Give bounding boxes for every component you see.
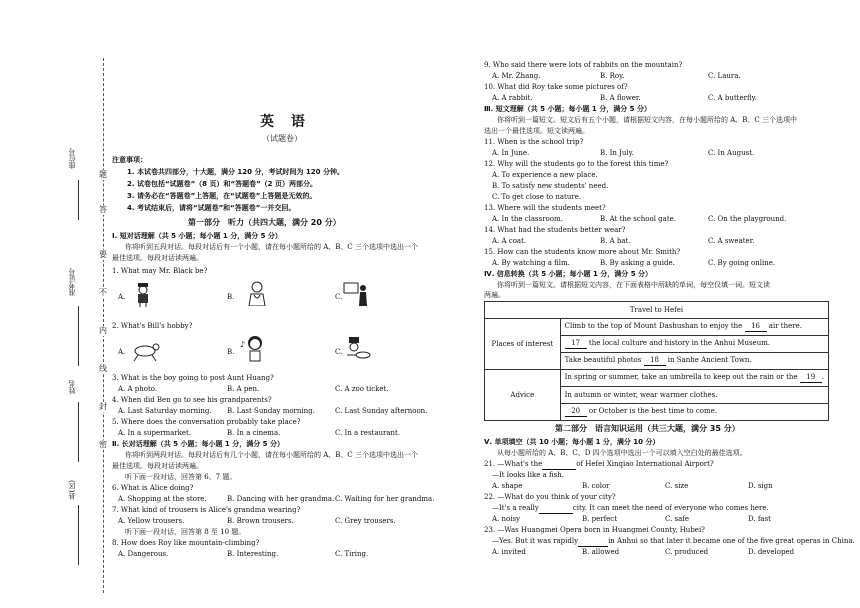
option: B. A pen. bbox=[227, 385, 260, 393]
cell-text: in Sanhe Ancient Town. bbox=[667, 356, 752, 364]
option: A. Last Saturday morning. bbox=[118, 407, 212, 415]
blank-20[interactable]: 20 bbox=[565, 407, 587, 417]
option: A. invited bbox=[492, 548, 526, 556]
option: C. Last Sunday afternoon. bbox=[335, 407, 428, 415]
seal-word: 内 bbox=[99, 326, 107, 335]
question-6: 6. What is Alice doing? bbox=[112, 484, 194, 492]
notice-item: 2. 试卷包括“试题卷”（8 页）和“答题卷”（2 页）两部分。 bbox=[127, 180, 317, 188]
table-title: Travel to Hefei bbox=[485, 302, 829, 319]
blank-19[interactable]: 19 bbox=[800, 373, 822, 383]
sec4-intro: 两遍。 bbox=[484, 291, 505, 299]
table-cell bbox=[560, 336, 828, 353]
name-field: 姓名 bbox=[68, 380, 76, 394]
sec1-intro: 最佳选项。每段对话读两遍。 bbox=[112, 254, 203, 262]
option: A. A photo. bbox=[118, 385, 158, 393]
pic-option-label: A. bbox=[118, 348, 126, 356]
listening-note: 听下面一段对话，回答第 6、7 题。 bbox=[125, 473, 237, 481]
question-2: 2. What's Bill's hobby? bbox=[112, 322, 193, 330]
option: D. fast bbox=[748, 515, 771, 523]
option: B. Brown trousers. bbox=[227, 517, 294, 525]
seal-word: 线 bbox=[99, 364, 107, 373]
option: C. On the playground. bbox=[708, 215, 787, 223]
teacher-icon bbox=[343, 280, 369, 306]
seal-word: 答 bbox=[99, 205, 107, 214]
svg-text:♪: ♪ bbox=[240, 340, 246, 349]
question-14: 14. What had the students better wear? bbox=[484, 226, 626, 234]
pic-option-label: B. bbox=[227, 293, 235, 301]
option: C. To get close to nature. bbox=[492, 193, 582, 201]
sec2-heading: Ⅱ. 长对话理解（共 5 小题；每小题 1 分，满分 5 分） bbox=[112, 440, 284, 448]
option: C. size bbox=[665, 482, 689, 490]
question-7: 7. What kind of trousers is Alice's grandma wearing? bbox=[112, 506, 301, 514]
option: C. Grey trousers. bbox=[335, 517, 396, 525]
dialog-line bbox=[492, 504, 769, 514]
option: C. Laura. bbox=[708, 72, 741, 80]
notice-item: 4. 考试结束后，请将“试题卷”和“答题卷”一并交回。 bbox=[127, 204, 296, 212]
dialog-line bbox=[492, 537, 855, 547]
sec3-intro: 选出一个最佳选项。短文读两遍。 bbox=[484, 127, 589, 135]
sec3-heading: Ⅲ. 短文理解（共 5 小题；每小题 1 分，满分 5 分） bbox=[484, 105, 651, 113]
q-text: city. It can meet the need of everyone who comes here. bbox=[572, 504, 769, 512]
dialog-line: —It looks like a fish. bbox=[492, 471, 565, 479]
row-label: Places of interest bbox=[485, 319, 561, 370]
blank-18[interactable]: 18 bbox=[644, 356, 666, 366]
cell-text: or October is the best time to come. bbox=[588, 407, 718, 415]
option: A. In June. bbox=[492, 149, 530, 157]
question-11: 11. When is the school trip? bbox=[484, 138, 584, 146]
cell-text: Climb to the top of Mount Dashushan to enjoy the bbox=[564, 322, 743, 330]
question-22: 22. —What do you think of your city? bbox=[484, 493, 616, 501]
q-text: 21. —What's the bbox=[484, 460, 543, 468]
sec4-heading: Ⅳ. 信息转换（共 5 小题；每小题 1 分，满分 5 分） bbox=[484, 270, 653, 278]
question-10: 10. What did Roy take some pictures of? bbox=[484, 83, 628, 91]
question-13: 13. Where will the students meet? bbox=[484, 204, 606, 212]
sec2-intro: 最佳选项。每段对话读两遍。 bbox=[112, 462, 203, 470]
table-cell bbox=[560, 353, 828, 370]
police-officer-icon bbox=[130, 281, 156, 307]
option: B. perfect bbox=[582, 515, 618, 523]
option: D. developed bbox=[748, 548, 795, 556]
answer-blank[interactable] bbox=[578, 537, 608, 547]
cell-text: air there. bbox=[768, 322, 802, 330]
option: A. A rabbit. bbox=[492, 94, 533, 102]
seal-word: 封 bbox=[99, 402, 107, 411]
option: B. At the school gate. bbox=[600, 215, 677, 223]
option: B. Interesting. bbox=[227, 550, 279, 558]
question-1: 1. What may Mr. Black be? bbox=[112, 267, 208, 275]
option: C. In August. bbox=[708, 149, 755, 157]
sec2-intro: 你将听到两段对话。每段对话后有几个小题，请在每小题所给的 A、B、C 三个选项中选出一个 bbox=[125, 451, 419, 459]
option: A. In the classroom. bbox=[492, 215, 563, 223]
question-12: 12. Why will the students go to the forest this time? bbox=[484, 160, 669, 168]
option: A. Dangerous. bbox=[118, 550, 169, 558]
sec3-intro: 你将听到一篇短文。短文后有五个小题，请根据短文内容，在每小题所给的 A、B、C 三个选项中 bbox=[497, 116, 798, 124]
option: A. Mr. Zhang. bbox=[492, 72, 541, 80]
q-text: —Yes. But it was rapidly bbox=[492, 537, 579, 545]
listening-note: 听下面一段对话，回答第 8 至 10 题。 bbox=[125, 528, 246, 536]
question-9: 9. Who said there were lots of rabbits on the mountain? bbox=[484, 61, 683, 69]
question-4: 4. When did Ben go to see his grandparents? bbox=[112, 396, 272, 404]
table-cell: In autumn or winter, wear warmer clothes. bbox=[560, 387, 828, 404]
table-cell bbox=[560, 319, 828, 336]
option: C. safe bbox=[665, 515, 690, 523]
pic-option-label: B. bbox=[227, 348, 235, 356]
sec1-intro: 你将听到五段对话。每段对话后有一个小题，请在每小题所给的 A、B、C 三个选项中选出一个 bbox=[125, 243, 419, 251]
notice-heading: 注意事项： bbox=[112, 156, 147, 164]
question-15: 15. How can the students know more about Mr. Smith? bbox=[484, 248, 681, 256]
option: C. Tiring. bbox=[335, 550, 369, 558]
field-line bbox=[78, 402, 79, 462]
sec1-heading: Ⅰ. 短对话理解（共 5 小题；每小题 1 分，满分 5 分） bbox=[112, 232, 282, 240]
option: B. Roy. bbox=[600, 72, 625, 80]
exam-number-field: 准考证号 bbox=[68, 268, 76, 296]
question-5: 5. Where does the conversation probably take place? bbox=[112, 418, 301, 426]
notice-item: 3. 请务必在“答题卷”上答题，在“试题卷”上答题是无效的。 bbox=[127, 192, 317, 200]
question-23: 23. —Was Huangmei Opera born in Huangmei County, Hubei? bbox=[484, 526, 705, 534]
option: B. A hat. bbox=[600, 237, 631, 245]
q-text: in Anhui so that later it became one of the five great operas in China. bbox=[608, 537, 855, 545]
option: B. A flower. bbox=[600, 94, 641, 102]
option: C. A butterfly. bbox=[708, 94, 757, 102]
cell-text: In spring or summer, take an umbrella to keep out the rain or the bbox=[564, 373, 798, 381]
district-field: 县(区) bbox=[68, 480, 76, 500]
cell-text: the local culture and history in the Anhui Museum. bbox=[588, 339, 771, 347]
option: C. By going online. bbox=[708, 259, 776, 267]
table-cell bbox=[560, 404, 828, 421]
option: C. produced bbox=[665, 548, 709, 556]
option: A. Yellow trousers. bbox=[118, 517, 185, 525]
cell-text: Take beautiful photos bbox=[564, 356, 642, 364]
table-cell bbox=[560, 370, 828, 387]
option: A. By watching a film. bbox=[492, 259, 570, 267]
pic-option-label: A. bbox=[118, 293, 126, 301]
travel-table bbox=[484, 301, 829, 421]
option: B. In July. bbox=[600, 149, 634, 157]
sec4-intro: 你将听到一篇短文。请根据短文内容，在下面表格中所缺的单词，每空仅填一词。短文读 bbox=[497, 281, 770, 289]
option: C. In a restaurant. bbox=[335, 429, 401, 437]
q-text: of Hefei Xinqiao International Airport? bbox=[576, 460, 714, 468]
part1-heading: 第一部分 听力（共四大题，满分 20 分） bbox=[188, 218, 341, 227]
pic-option-label: C. bbox=[335, 348, 343, 356]
seal-word: 要 bbox=[99, 250, 107, 259]
question-21 bbox=[484, 460, 714, 470]
option: B. color bbox=[582, 482, 610, 490]
option: A. A coat. bbox=[492, 237, 527, 245]
option: D. sign bbox=[748, 482, 773, 490]
seal-word: 不 bbox=[99, 288, 107, 297]
option: B. To satisfy new students' need. bbox=[492, 182, 609, 190]
part2-heading: 第二部分 语言知识运用（共三大题，满分 35 分） bbox=[555, 424, 740, 433]
question-8: 8. How does Roy like mountain-climbing? bbox=[112, 539, 260, 547]
option: C. A sweater. bbox=[708, 237, 755, 245]
singing-boy-icon bbox=[238, 333, 268, 363]
cooking-icon bbox=[346, 335, 372, 361]
option: C. Waiting for her grandma. bbox=[335, 495, 435, 503]
pic-option-label: C. bbox=[335, 293, 343, 301]
seal-word: 题 bbox=[99, 170, 107, 179]
option: C. A zoo ticket. bbox=[335, 385, 389, 393]
sec5-intro: 从每小题所给的 A、B、C、D 四个选项中选出一个可以填入空白处的最佳选项。 bbox=[497, 449, 747, 457]
field-line bbox=[78, 505, 79, 565]
row-label: Advice bbox=[485, 370, 561, 421]
seal-word: 密 bbox=[99, 440, 107, 449]
doctor-icon bbox=[244, 280, 270, 306]
option: B. allowed bbox=[582, 548, 620, 556]
seat-number-field: 座位号 bbox=[68, 148, 76, 169]
blank-16[interactable]: 16 bbox=[745, 322, 767, 332]
option: A. Shopping at the store. bbox=[118, 495, 207, 503]
option: B. In a cinema. bbox=[227, 429, 281, 437]
option: B. Dancing with her grandma. bbox=[227, 495, 335, 503]
option: B. Last Sunday morning. bbox=[227, 407, 315, 415]
option: A. shape bbox=[492, 482, 523, 490]
cell-text: . bbox=[821, 373, 824, 381]
page-subtitle: （试题卷） bbox=[262, 134, 302, 143]
notice-item: 1. 本试卷共四部分，十大题，满分 120 分，考试时间为 120 分钟。 bbox=[127, 168, 344, 176]
option: B. By asking a guide. bbox=[600, 259, 675, 267]
blank-17[interactable]: 17 bbox=[565, 339, 587, 349]
question-3: 3. What is the boy going to post Aunt Huang? bbox=[112, 374, 274, 382]
field-line bbox=[78, 306, 79, 366]
page-title: 英 语 bbox=[260, 114, 311, 130]
q-text: —It's a really bbox=[492, 504, 539, 512]
field-line bbox=[78, 180, 79, 220]
sec5-heading: Ⅴ. 单项填空（共 10 小题；每小题 1 分，满分 10 分） bbox=[484, 438, 660, 446]
option: A. noisy bbox=[492, 515, 521, 523]
option: A. To experience a new place. bbox=[492, 171, 598, 179]
answer-blank[interactable] bbox=[542, 460, 576, 470]
running-dog-icon bbox=[130, 337, 162, 363]
option: A. In a supermarket. bbox=[118, 429, 192, 437]
answer-blank[interactable] bbox=[539, 504, 573, 514]
